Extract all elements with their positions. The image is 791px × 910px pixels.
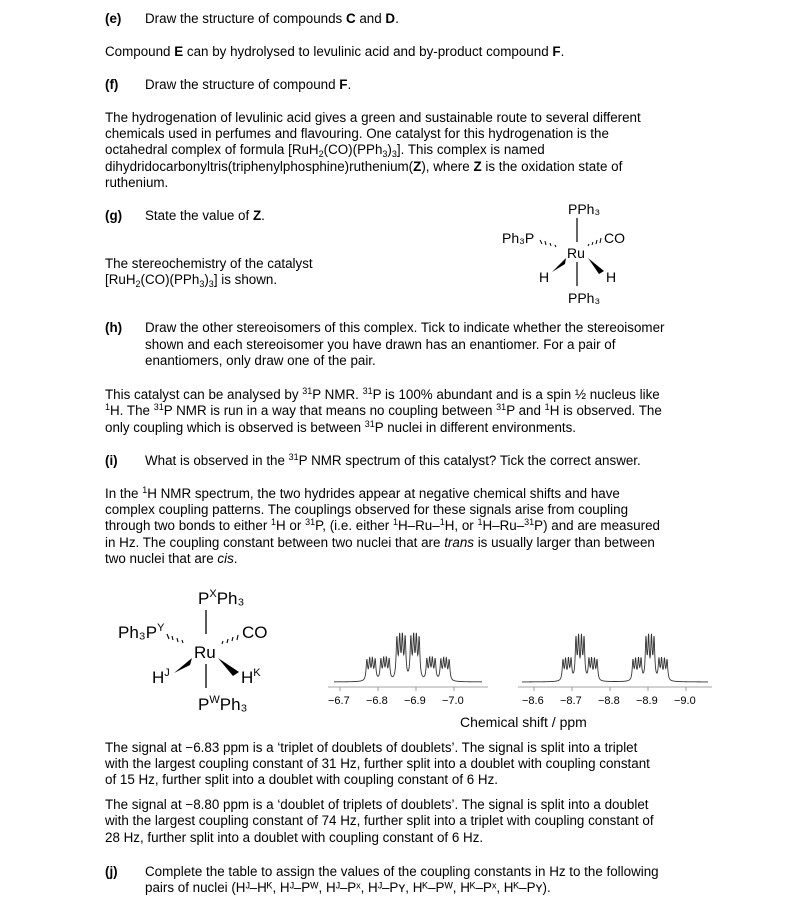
left-tick-label-3: −7.0 — [442, 695, 464, 707]
labelled-complex-structure — [110, 582, 310, 727]
question-g-label: (g) — [105, 208, 123, 223]
hydride-left: H — [539, 269, 550, 285]
metal-center-2: Ru — [194, 643, 216, 662]
right-tick-label-0: −8.6 — [522, 695, 544, 707]
question-g-text: State the value of Z. — [145, 208, 265, 223]
ligand-right: CO — [604, 230, 625, 246]
ligand-px: $P^XPh_3$ — [198, 588, 245, 608]
hydride-hk: $H^K$ — [241, 667, 261, 687]
question-i-text: What is observed in the $^{31}$P NMR spectrum of this catalyst? Tick the correct answer. — [145, 452, 641, 468]
catalyst-structure — [490, 196, 660, 311]
left-tick-label-1: −6.8 — [366, 695, 388, 707]
ligand-py: $Ph_3P^Y$ — [118, 622, 165, 642]
question-f-label: (f) — [105, 77, 119, 92]
paragraph-compound-e: Compound E can by hydrolysed to levulinic acid and by-product compound F. — [105, 44, 565, 59]
question-e-text: Draw the structure of compounds C and D. — [145, 11, 399, 26]
right-tick-label-4: −9.0 — [674, 695, 696, 707]
ppm-axis-label: Chemical shift / ppm — [460, 714, 587, 730]
question-h-label: (h) — [105, 320, 123, 335]
left-tick-label-2: −6.9 — [404, 695, 426, 707]
hydride-hj: $H^J$ — [152, 667, 170, 687]
ligand-pw: $P^WPh_3$ — [198, 694, 248, 714]
question-i-label: (i) — [105, 453, 118, 468]
right-tick-label-1: −8.7 — [560, 695, 582, 707]
right-tick-label-3: −8.9 — [636, 695, 658, 707]
hydride-right: H — [606, 269, 617, 285]
hydride-nmr-spectra — [310, 580, 750, 730]
spectrum-left-peaks — [334, 633, 482, 682]
ligand-bottom: PPh₃ — [568, 290, 601, 306]
question-j-label: (j) — [105, 864, 118, 879]
ligand-top: PPh₃ — [568, 201, 601, 217]
ligand-left: Ph₃P — [502, 230, 535, 246]
metal-center: Ru — [567, 245, 585, 261]
left-tick-label-0: −6.7 — [328, 695, 350, 707]
spectrum-right-peaks — [522, 634, 708, 682]
question-f-text: Draw the structure of compound F. — [145, 77, 352, 92]
question-e-label: (e) — [105, 11, 122, 26]
right-tick-label-2: −8.8 — [598, 695, 620, 707]
ligand-co: CO — [242, 623, 268, 642]
